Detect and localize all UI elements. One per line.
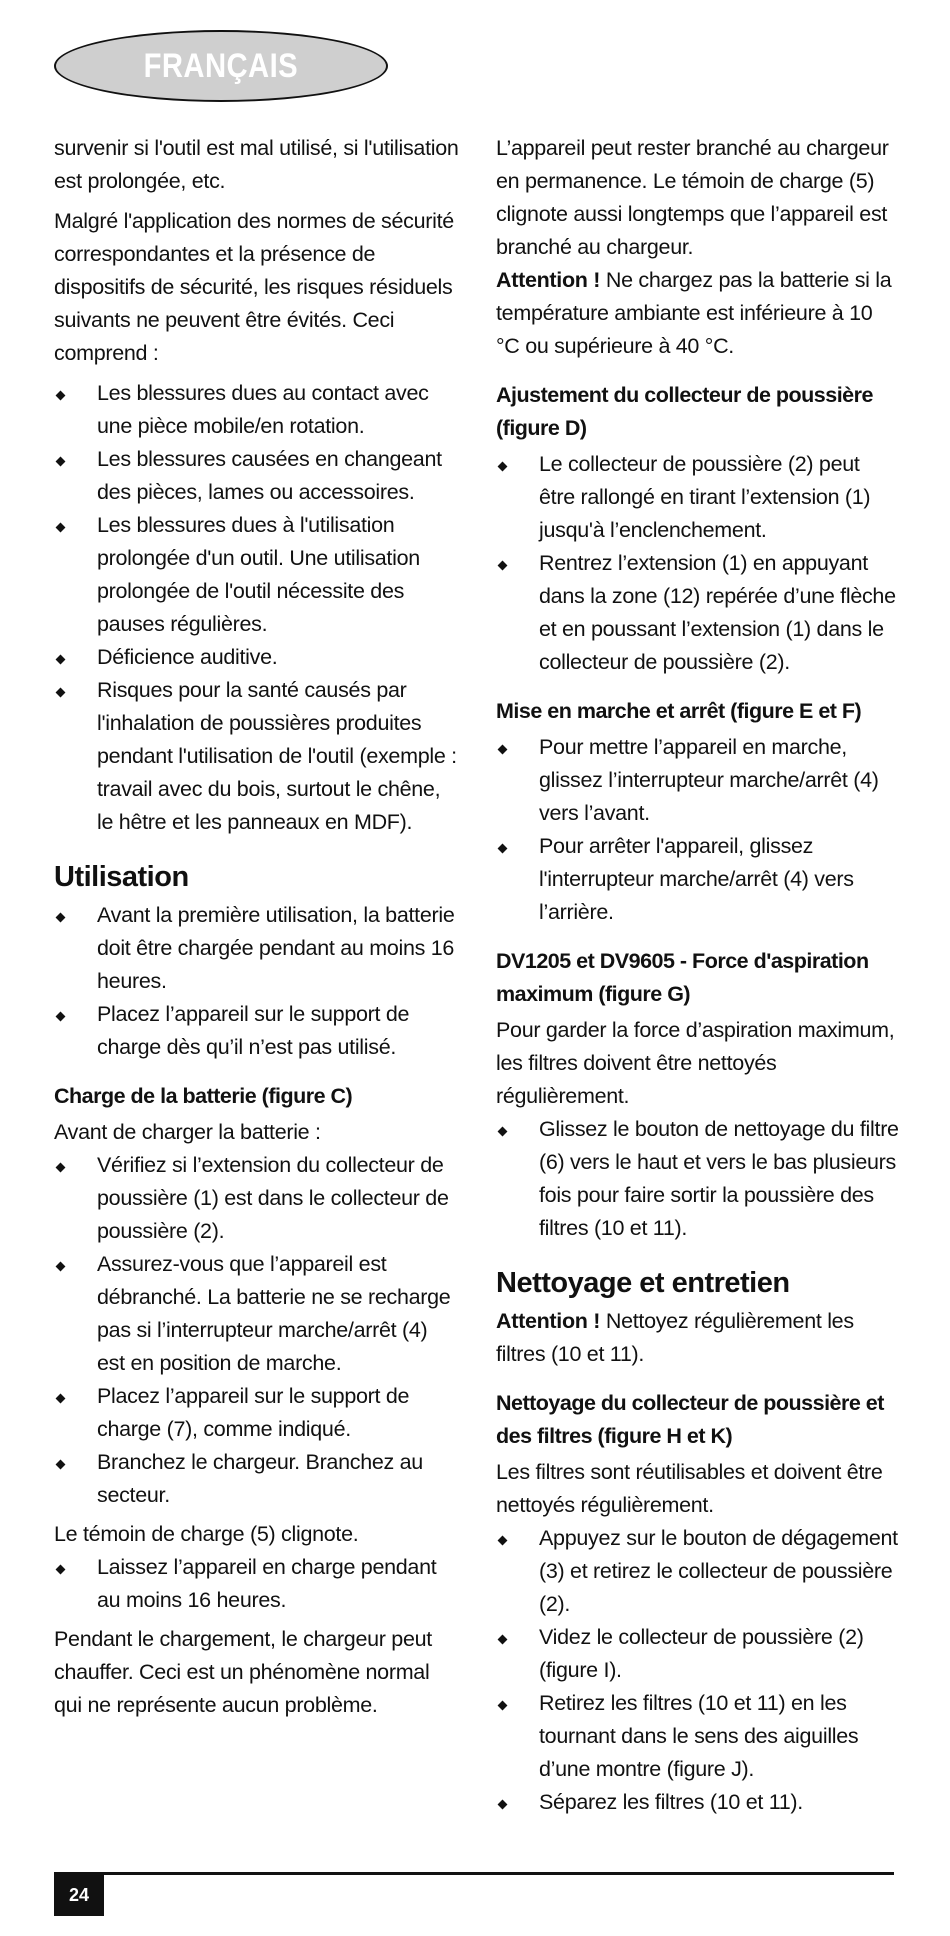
attention-label: Attention !: [496, 268, 601, 292]
paragraph: Le témoin de charge (5) clignote.: [54, 1522, 359, 1546]
risks-list: [54, 377, 459, 839]
list-item: Laissez l’appareil en charge pendant au moins 16 heures.: [54, 1551, 459, 1617]
list-item: Les blessures dues à l'utilisation prolongée d'un outil. Une utilisation prolongée de l'outil nécessite des pauses régulières.: [54, 509, 459, 641]
language-badge: [54, 30, 388, 102]
list-item: Le collecteur de poussière (2) peut être rallongé en tirant l’extension (1) jusqu'à l’enclenchement.: [496, 448, 901, 547]
page-number: 24: [54, 1874, 104, 1916]
paragraph: Malgré l'application des normes de sécurité correspondantes et la présence de dispositifs de sécurité, les risques résiduels suivants ne peuvent être évités. Ceci comprend :: [54, 209, 454, 365]
adjust-list: [496, 448, 901, 679]
list-item: Placez l’appareil sur le support de charge (7), comme indiqué.: [54, 1380, 459, 1446]
filters-list: [496, 1522, 901, 1819]
attention-text: Nettoyez régulièrement les filtres (10 et 11).: [496, 1309, 854, 1366]
list-item: Séparez les filtres (10 et 11).: [496, 1786, 901, 1819]
paragraph: Avant de charger la batterie :: [54, 1120, 321, 1144]
onoff-list: [496, 731, 901, 929]
list-item: Déficience auditive.: [54, 641, 459, 674]
paragraph: Pendant le chargement, le chargeur peut chauffer. Ceci est un phénomène normal qui ne représente aucun problème.: [54, 1627, 432, 1717]
paragraph: Pour garder la force d’aspiration maximum, les filtres doivent être nettoyés régulièrement.: [496, 1018, 895, 1108]
list-item: Avant la première utilisation, la batterie doit être chargée pendant au moins 16 heures.: [54, 899, 459, 998]
attention-paragraph: [496, 1305, 901, 1371]
subheading-filters: Nettoyage du collecteur de poussière et des filtres (figure H et K): [496, 1391, 884, 1448]
subheading-suction: DV1205 et DV9605 - Force d'aspiration maximum (figure G): [496, 949, 869, 1006]
list-item: Risques pour la santé causés par l'inhalation de poussières produites pendant l'utilisation de l'outil (exemple : travail avec du bois, surtout le chêne, le hêtre et les panneaux en MDF).: [54, 674, 459, 839]
list-item: Placez l’appareil sur le support de charge dès qu’il n’est pas utilisé.: [54, 998, 459, 1064]
footer-rule: [54, 1872, 894, 1875]
list-item: Vérifiez si l’extension du collecteur de poussière (1) est dans le collecteur de poussière (2).: [54, 1149, 459, 1248]
paragraph: Les filtres sont réutilisables et doivent être nettoyés régulièrement.: [496, 1460, 883, 1517]
left-column: [54, 130, 459, 1729]
list-item: Branchez le chargeur. Branchez au secteur.: [54, 1446, 459, 1512]
paragraph-text: L’appareil peut rester branché au chargeur en permanence. Le témoin de charge (5) clignote aussi longtemps que l’appareil est branché au chargeur.: [496, 136, 889, 259]
list-item: Glissez le bouton de nettoyage du filtre (6) vers le haut et vers le bas plusieurs fois pour faire sortir la poussière des filtres (10 et 11).: [496, 1113, 901, 1245]
attention-paragraph: [496, 264, 901, 363]
list-item: Videz le collecteur de poussière (2) (figure I).: [496, 1621, 901, 1687]
paragraph: [496, 132, 901, 264]
use-list: [54, 899, 459, 1064]
section-heading-utilisation: Utilisation: [54, 861, 189, 893]
list-item: Pour arrêter l'appareil, glissez l'interrupteur marche/arrêt (4) vers l’arrière.: [496, 830, 901, 929]
attention-text: Ne chargez pas la batterie si la température ambiante est inférieure à 10 °C ou supérieure à 40 °C.: [496, 268, 892, 358]
led-list: [54, 1551, 459, 1617]
subheading-onoff: Mise en marche et arrêt (figure E et F): [496, 699, 862, 723]
section-heading-nettoyage: Nettoyage et entretien: [496, 1267, 790, 1299]
language-label: FRANÇAIS: [143, 46, 299, 85]
list-item: Pour mettre l’appareil en marche, glissez l’interrupteur marche/arrêt (4) vers l’avant.: [496, 731, 901, 830]
list-item: Retirez les filtres (10 et 11) en les tournant dans le sens des aiguilles d’une montre (figure J).: [496, 1687, 901, 1786]
list-item: Les blessures dues au contact avec une pièce mobile/en rotation.: [54, 377, 459, 443]
list-item: Assurez-vous que l’appareil est débranché. La batterie ne se recharge pas si l’interrupteur marche/arrêt (4) est en position de marche.: [54, 1248, 459, 1380]
right-column: [496, 130, 901, 1825]
charge-list: [54, 1149, 459, 1512]
suction-list: [496, 1113, 901, 1245]
subheading-adjust: Ajustement du collecteur de poussière (figure D): [496, 383, 873, 440]
list-item: Appuyez sur le bouton de dégagement (3) et retirez le collecteur de poussière (2).: [496, 1522, 901, 1621]
paragraph: survenir si l'outil est mal utilisé, si l'utilisation est prolongée, etc.: [54, 136, 459, 193]
attention-label: Attention !: [496, 1309, 601, 1333]
list-item: Rentrez l’extension (1) en appuyant dans la zone (12) repérée d’une flèche et en poussant l’extension (1) dans le collecteur de poussière (2).: [496, 547, 901, 679]
subheading-charge: Charge de la batterie (figure C): [54, 1084, 353, 1108]
list-item: Les blessures causées en changeant des pièces, lames ou accessoires.: [54, 443, 459, 509]
